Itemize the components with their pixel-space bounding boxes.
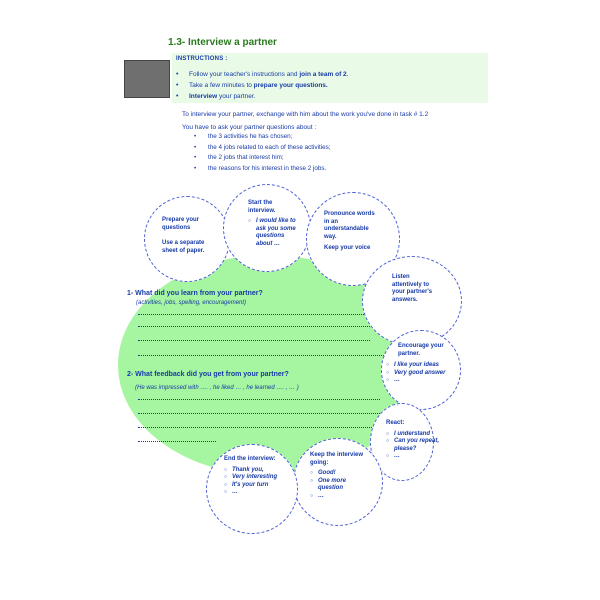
answer-line[interactable] <box>138 441 216 442</box>
ask-intro-text: You have to ask your partner questions about : <box>182 124 317 131</box>
instructions-heading: INSTRUCTIONS : <box>176 56 228 62</box>
answer-line[interactable] <box>138 314 368 315</box>
ask-item: • the reasons for his interest in these 2 jobs. <box>182 164 331 175</box>
bubble-end-text: End the interview: ○ Thank you, ○ Very interesting ○ It's your turn ○ … <box>224 456 277 497</box>
bubble-encourage-text: Encourage your partner. ○ I like your ideas ○ Very good answer ○ … <box>398 343 445 385</box>
answer-line[interactable] <box>138 413 380 414</box>
intro-text: To interview your partner, exchange with him about the work you've done in task # 1.2 <box>182 111 429 118</box>
students-photo <box>124 60 170 98</box>
bubble-react-text: React: ○ I understand ○ Can you repeat, please? ○ … <box>386 420 439 461</box>
instruction-item: • Take a few minutes to prepare your questions. <box>176 80 349 91</box>
bubble-listen-text: Listen attentively to your partner's answers. <box>392 274 433 303</box>
bubble-prepare-text: Prepare your questions Use a separate sheet of paper. <box>162 217 205 254</box>
ask-item: • the 3 activities he has chosen; <box>182 132 331 143</box>
answer-line[interactable] <box>138 340 370 341</box>
ask-item: • the 2 jobs that interest him; <box>182 153 331 164</box>
bubble-start-text: Start the interview. ○ I would like to ask you some questions about … <box>248 200 296 248</box>
bubble-pronounce-text: Pronounce words in an understandable way. Keep your voice <box>324 211 375 251</box>
ask-list <box>182 132 331 174</box>
question-1-heading: 1- What did you learn from your partner? <box>127 290 263 297</box>
bubble-keep-going-text: Keep the interview going: ○ Good! ○ One more question ○ … <box>310 452 363 500</box>
ask-item: • the 4 jobs related to each of these activities; <box>182 143 331 154</box>
instruction-item: • Interview your partner. <box>176 91 349 102</box>
question-2-hint: (He was impressed with …. , he liked … , he learned …. , … ) <box>135 385 299 391</box>
answer-line[interactable] <box>138 326 370 327</box>
answer-line[interactable] <box>138 355 388 356</box>
question-2-heading: 2- What feedback did you get from your partner? <box>127 371 289 378</box>
answer-line[interactable] <box>138 427 374 428</box>
answer-line[interactable] <box>138 399 380 400</box>
instruction-item: • Follow your teacher's instructions and join a team of 2. <box>176 69 349 80</box>
instructions-list <box>176 69 349 102</box>
page-title: 1.3- Interview a partner <box>168 37 277 48</box>
question-1-hint: (activities, jobs, spelling, encouragement) <box>136 300 247 306</box>
